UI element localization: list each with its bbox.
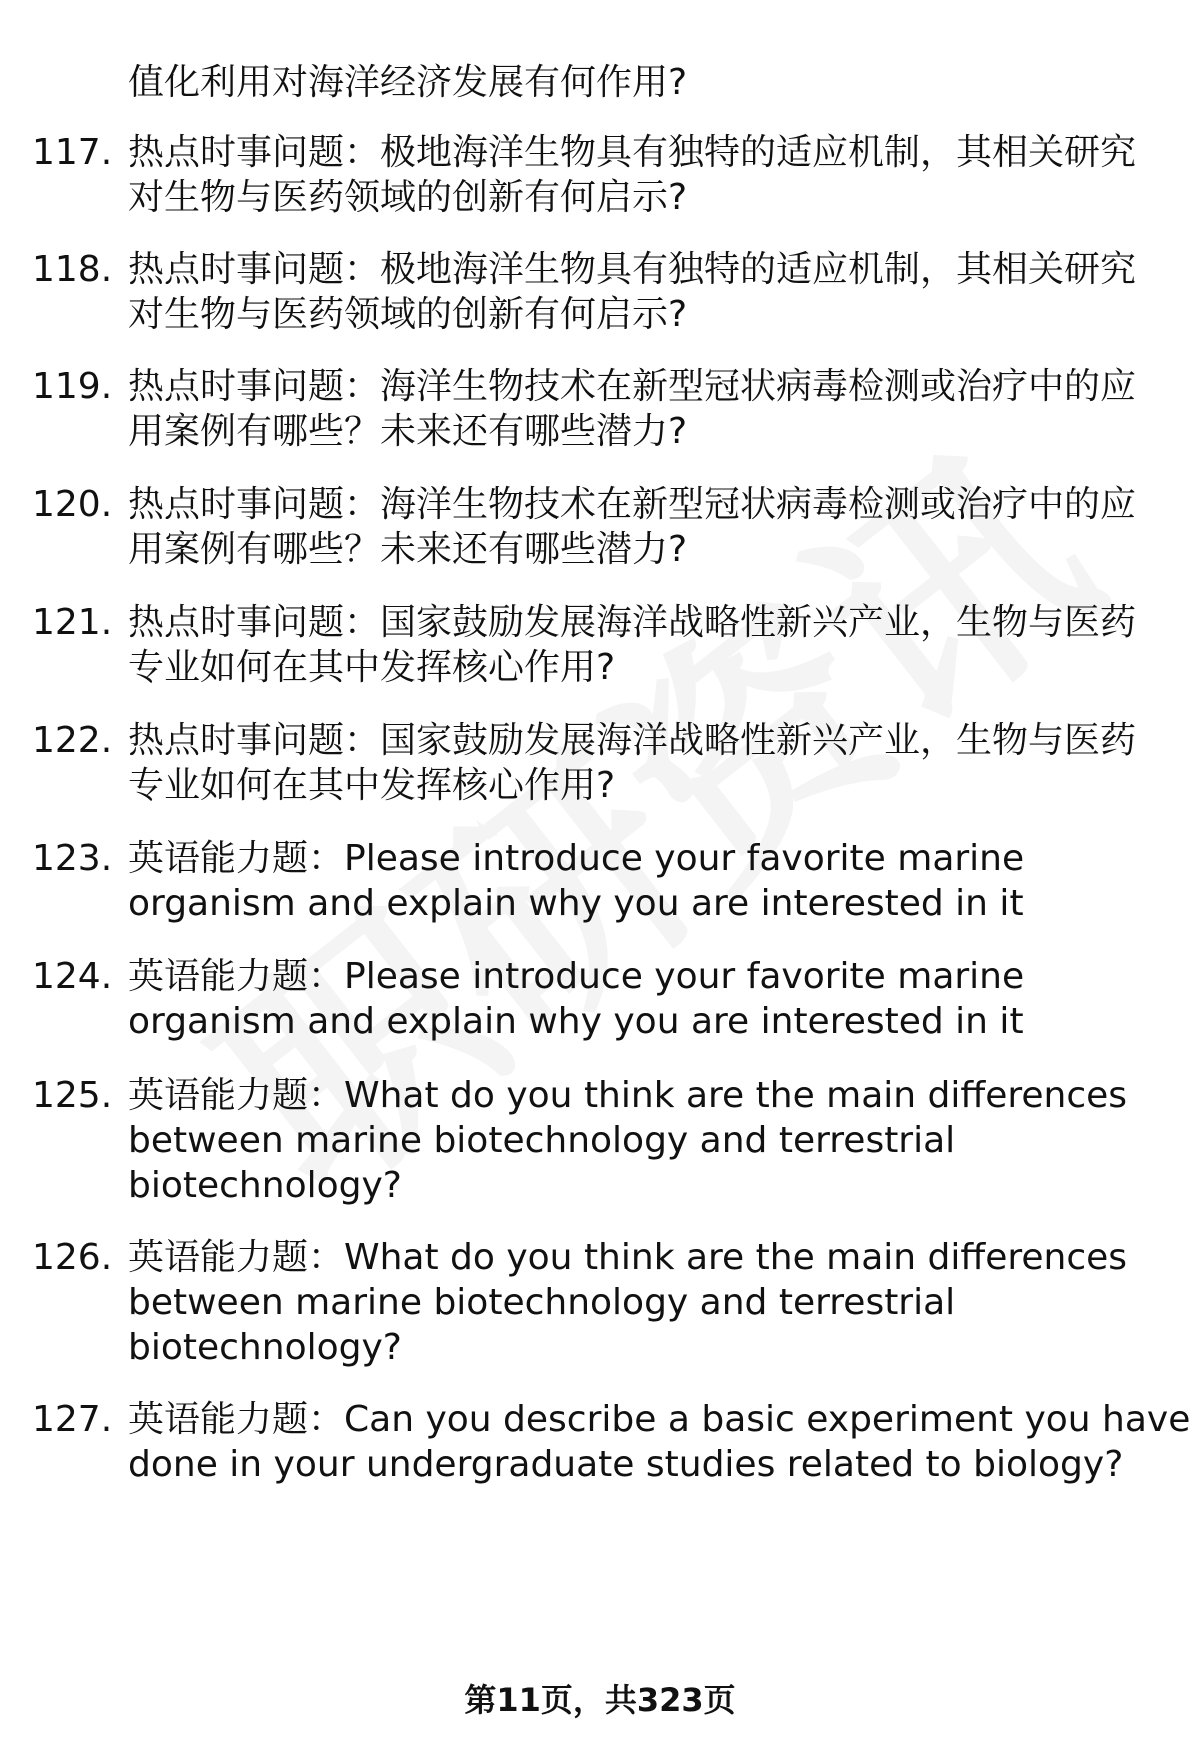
item-line: 用案例有哪些？未来还有哪些潜力? (128, 411, 688, 452)
item-number: 125. (32, 1075, 113, 1116)
item-line: 热点时事问题：国家鼓励发展海洋战略性新兴产业，生物与医药 (128, 602, 1137, 643)
item-number: 117. (32, 132, 113, 173)
item-number: 122. (32, 720, 113, 761)
item-line: 英语能力题：Please introduce your favorite marine (128, 838, 1025, 879)
item-line: 热点时事问题：国家鼓励发展海洋战略性新兴产业，生物与医药 (128, 720, 1137, 761)
item-line: 英语能力题：What do you think are the main differences (128, 1075, 1128, 1116)
item-line: organism and explain why you are interested in it (128, 883, 1024, 924)
item-line: biotechnology? (128, 1165, 402, 1206)
item-line: 热点时事问题：极地海洋生物具有独特的适应机制，其相关研究 (128, 132, 1137, 173)
item-line: done in your undergraduate studies related to biology? (128, 1444, 1124, 1485)
item-line: 热点时事问题：海洋生物技术在新型冠状病毒检测或治疗中的应 (128, 366, 1137, 407)
page-footer: 第11页，共323页 (464, 1681, 736, 1719)
item-number: 119. (32, 366, 113, 407)
item-line: between marine biotechnology and terrestrial (128, 1120, 956, 1161)
item-line: 英语能力题：What do you think are the main differences (128, 1237, 1128, 1278)
item-number: 127. (32, 1399, 113, 1440)
item-line: 对生物与医药领域的创新有何启示? (128, 294, 688, 335)
item-line: between marine biotechnology and terrestrial (128, 1282, 956, 1323)
item-line: 热点时事问题：极地海洋生物具有独特的适应机制，其相关研究 (128, 249, 1137, 290)
item-line: 对生物与医药领域的创新有何启示? (128, 177, 688, 218)
item-line: 专业如何在其中发挥核心作用? (128, 647, 616, 688)
item-line: 英语能力题：Please introduce your favorite marine (128, 956, 1025, 997)
item-line: organism and explain why you are interested in it (128, 1001, 1024, 1042)
item-line: biotechnology? (128, 1327, 402, 1368)
item-number: 121. (32, 602, 113, 643)
item-line: 热点时事问题：海洋生物技术在新型冠状病毒检测或治疗中的应 (128, 484, 1137, 525)
item-line: 专业如何在其中发挥核心作用? (128, 765, 616, 806)
continued-line: 值化利用对海洋经济发展有何作用? (128, 62, 688, 103)
item-number: 118. (32, 249, 113, 290)
item-number: 124. (32, 956, 113, 997)
item-line: 英语能力题：Can you describe a basic experiment you have (128, 1399, 1191, 1440)
item-number: 126. (32, 1237, 113, 1278)
item-line: 用案例有哪些？未来还有哪些潜力? (128, 529, 688, 570)
item-number: 123. (32, 838, 113, 879)
item-number: 120. (32, 484, 113, 525)
